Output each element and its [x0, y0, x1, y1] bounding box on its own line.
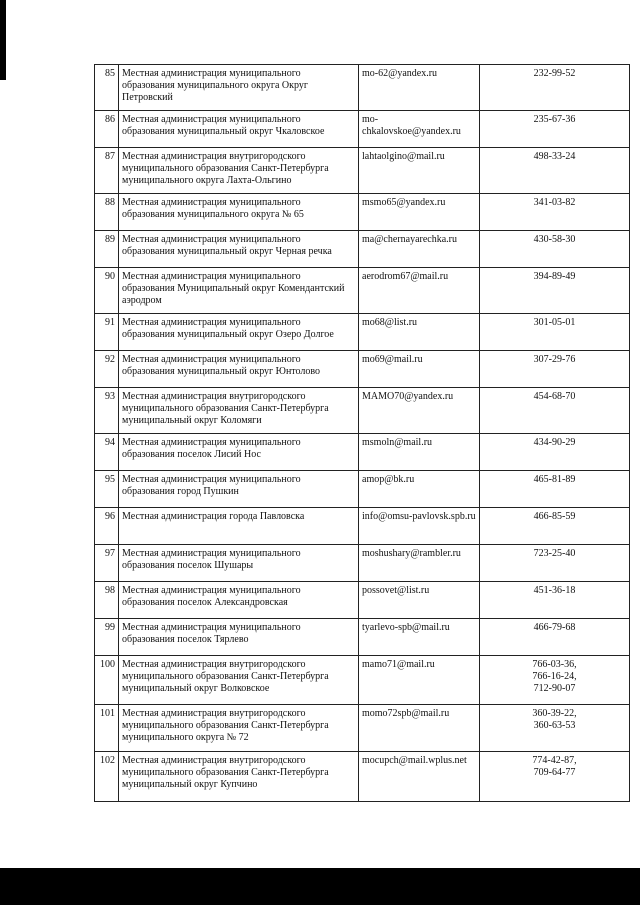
- row-number: 89: [95, 231, 119, 268]
- administration-name: Местная администрация муниципального образования город Пушкин: [119, 471, 359, 508]
- phone-cell: [480, 65, 630, 111]
- administration-name: Местная администрация муниципального образования муниципальный округ Озеро Долгое: [119, 314, 359, 351]
- phone-cell: [480, 434, 630, 471]
- phone-cell: [480, 388, 630, 434]
- table-row: [95, 656, 630, 705]
- administration-name: Местная администрация муниципального образования муниципальный округ Чкаловское: [119, 111, 359, 148]
- administration-name: Местная администрация муниципального образования Муниципальный округ Комендантский аэродром: [119, 268, 359, 314]
- row-number: 97: [95, 545, 119, 582]
- table-row: [95, 545, 630, 582]
- email-address: msmo65@yandex.ru: [359, 194, 480, 231]
- phone-number: 466-85-59: [533, 511, 576, 522]
- administration-name: Местная администрация внутригородского муниципального образования Санкт-Петербурга муниципальный округ Волковское: [119, 656, 359, 705]
- phone-cell: [480, 111, 630, 148]
- administration-name: Местная администрация города Павловска: [119, 508, 359, 545]
- row-number: 99: [95, 619, 119, 656]
- email-address: moshushary@rambler.ru: [359, 545, 480, 582]
- table-row: [95, 65, 630, 111]
- row-number: 92: [95, 351, 119, 388]
- row-number: 87: [95, 148, 119, 194]
- phone-number: 307-29-76: [533, 354, 576, 365]
- email-address: msmoln@mail.ru: [359, 434, 480, 471]
- phone-number: 723-25-40: [533, 548, 576, 559]
- email-address: aerodrom67@mail.ru: [359, 268, 480, 314]
- phone-number: 766-16-24,: [532, 671, 577, 682]
- phone-cell: [480, 314, 630, 351]
- row-number: 93: [95, 388, 119, 434]
- phone-number: 235-67-36: [533, 114, 576, 125]
- email-address: momo72spb@mail.ru: [359, 705, 480, 752]
- table-row: [95, 268, 630, 314]
- administration-name: Местная администрация внутригородского муниципального образования Санкт-Петербурга муниципального округа Лахта-Ольгино: [119, 148, 359, 194]
- table-body: [95, 65, 630, 802]
- table-row: [95, 111, 630, 148]
- phone-cell: [480, 508, 630, 545]
- phone-cell: [480, 268, 630, 314]
- administration-name: Местная администрация муниципального образования муниципального округа № 65: [119, 194, 359, 231]
- phone-number: 301-05-01: [533, 317, 576, 328]
- administration-name: Местная администрация муниципального образования поселок Шушары: [119, 545, 359, 582]
- table-row: [95, 434, 630, 471]
- row-number: 86: [95, 111, 119, 148]
- table-row: [95, 471, 630, 508]
- row-number: 85: [95, 65, 119, 111]
- table-row: [95, 231, 630, 268]
- table-row: [95, 351, 630, 388]
- administration-name: Местная администрация муниципального образования муниципальный округ Юнтолово: [119, 351, 359, 388]
- table-row: [95, 314, 630, 351]
- email-address: mo-chkalovskoe@yandex.ru: [359, 111, 480, 148]
- phone-cell: [480, 656, 630, 705]
- email-address: amop@bk.ru: [359, 471, 480, 508]
- email-address: tyarlevo-spb@mail.ru: [359, 619, 480, 656]
- phone-cell: [480, 619, 630, 656]
- table-row: [95, 508, 630, 545]
- phone-number: 360-63-53: [533, 720, 576, 731]
- phone-cell: [480, 471, 630, 508]
- table-row: [95, 148, 630, 194]
- row-number: 88: [95, 194, 119, 231]
- administration-name: Местная администрация внутригородского муниципального образования Санкт-Петербурга муниципальный округ Коломяги: [119, 388, 359, 434]
- row-number: 102: [95, 752, 119, 802]
- phone-cell: [480, 194, 630, 231]
- administration-name: Местная администрация муниципального образования поселок Тярлево: [119, 619, 359, 656]
- row-number: 94: [95, 434, 119, 471]
- phone-number: 465-81-89: [533, 474, 576, 485]
- row-number: 90: [95, 268, 119, 314]
- scan-bottom-bar: [0, 868, 640, 905]
- administration-name: Местная администрация внутригородского муниципального образования Санкт-Петербурга муниципальный округ Купчино: [119, 752, 359, 802]
- email-address: mo68@list.ru: [359, 314, 480, 351]
- administration-name: Местная администрация муниципального образования муниципальный округ Черная речка: [119, 231, 359, 268]
- phone-number: 394-89-49: [533, 271, 576, 282]
- email-address: mamo71@mail.ru: [359, 656, 480, 705]
- administration-name: Местная администрация муниципального образования поселок Лисий Нос: [119, 434, 359, 471]
- table-row: [95, 619, 630, 656]
- row-number: 96: [95, 508, 119, 545]
- email-address: lahtaolgino@mail.ru: [359, 148, 480, 194]
- phone-number: 232-99-52: [533, 68, 576, 79]
- phone-number: 451-36-18: [533, 585, 576, 596]
- administration-name: Местная администрация муниципального образования муниципального округа Округ Петровский: [119, 65, 359, 111]
- phone-number: 434-90-29: [533, 437, 576, 448]
- email-address: mocupch@mail.wplus.net: [359, 752, 480, 802]
- email-address: mo69@mail.ru: [359, 351, 480, 388]
- row-number: 98: [95, 582, 119, 619]
- table-row: [95, 705, 630, 752]
- phone-cell: [480, 582, 630, 619]
- administration-name: Местная администрация внутригородского муниципального образования Санкт-Петербурга муниципального округа № 72: [119, 705, 359, 752]
- phone-cell: [480, 148, 630, 194]
- email-address: MAMO70@yandex.ru: [359, 388, 480, 434]
- table-row: [95, 194, 630, 231]
- phone-number: 341-03-82: [533, 197, 576, 208]
- email-address: mo-62@yandex.ru: [359, 65, 480, 111]
- phone-number: 712-90-07: [533, 683, 576, 694]
- table-row: [95, 388, 630, 434]
- administrations-table: [94, 64, 630, 802]
- administration-name: Местная администрация муниципального образования поселок Александровская: [119, 582, 359, 619]
- email-address: info@omsu-pavlovsk.spb.ru: [359, 508, 480, 545]
- email-address: ma@chernayarechka.ru: [359, 231, 480, 268]
- row-number: 95: [95, 471, 119, 508]
- phone-cell: [480, 351, 630, 388]
- phone-cell: [480, 545, 630, 582]
- phone-cell: [480, 705, 630, 752]
- table-row: [95, 582, 630, 619]
- phone-cell: [480, 231, 630, 268]
- phone-number: 709-64-77: [533, 767, 576, 778]
- scan-edge-bar: [0, 0, 6, 80]
- row-number: 101: [95, 705, 119, 752]
- phone-number: 774-42-87,: [532, 755, 577, 766]
- phone-number: 454-68-70: [533, 391, 576, 402]
- phone-number: 360-39-22,: [532, 708, 577, 719]
- phone-number: 766-03-36,: [532, 659, 577, 670]
- phone-number: 466-79-68: [533, 622, 576, 633]
- phone-number: 430-58-30: [533, 234, 576, 245]
- table-row: [95, 752, 630, 802]
- phone-number: 498-33-24: [533, 151, 576, 162]
- phone-cell: [480, 752, 630, 802]
- row-number: 91: [95, 314, 119, 351]
- row-number: 100: [95, 656, 119, 705]
- email-address: possovet@list.ru: [359, 582, 480, 619]
